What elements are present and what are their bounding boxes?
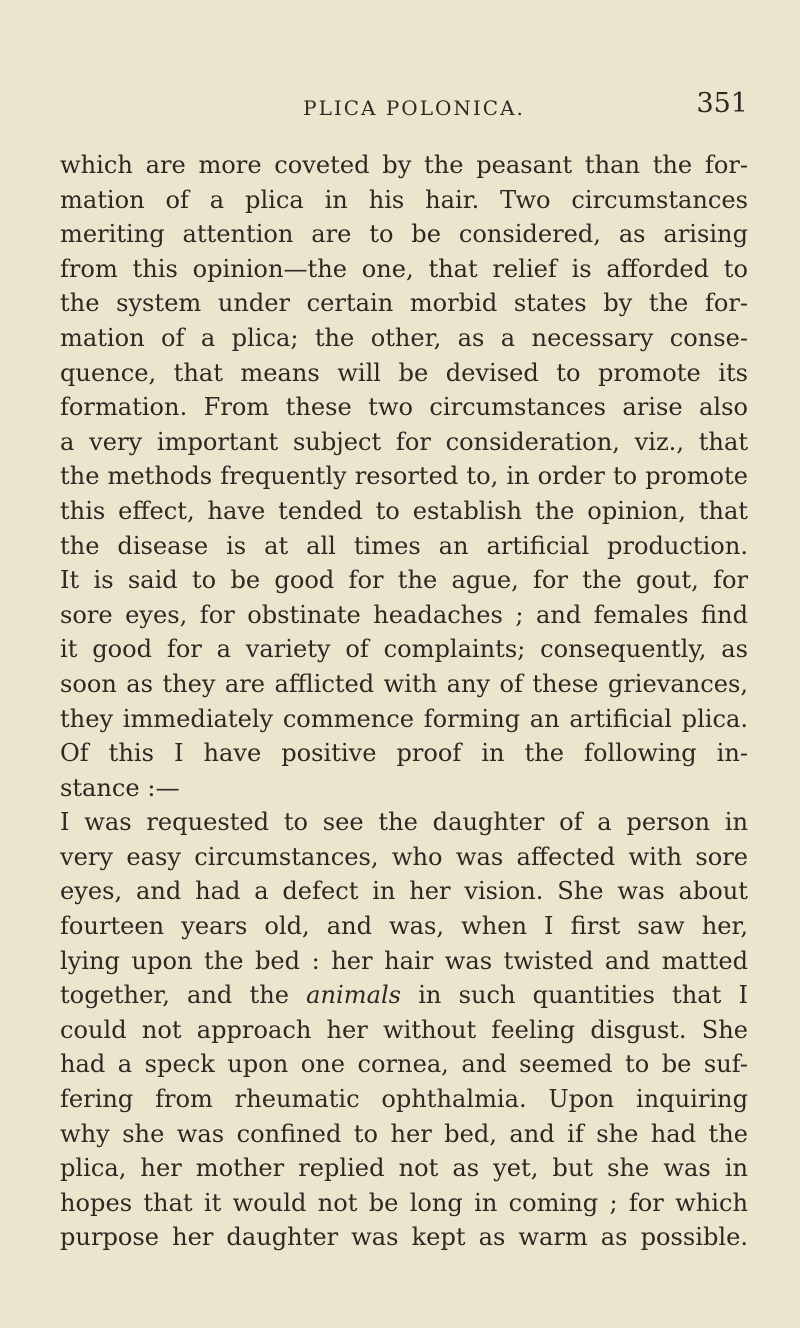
text-line: quence, that means will be devised to promote its — [60, 358, 748, 387]
page-number: 351 — [696, 88, 748, 119]
text-line: hopes that it would not be long in coming ; for which — [60, 1188, 748, 1217]
text-line: fourteen years old, and was, when I first saw her, — [60, 912, 748, 941]
text-line: it good for a variety of complaints; consequently, as — [60, 635, 748, 664]
text-line: had a speck upon one cornea, and seemed to be suf- — [60, 1050, 748, 1079]
text-line: a very important subject for consideration, viz., that — [60, 427, 748, 456]
text-line-with-italic — [60, 978, 748, 1013]
text-line: lying upon the bed : her hair was twisted and matted — [60, 946, 748, 975]
text-line: I was requested to see the daughter of a person in — [60, 808, 748, 837]
text-line: mation of a plica in his hair. Two circumstances — [60, 185, 748, 214]
text-line: It is said to be good for the ague, for the gout, for — [60, 566, 748, 595]
text-line: which are more coveted by the peasant than the for- — [60, 151, 748, 179]
text-line: why she was confined to her bed, and if she had the — [60, 1119, 748, 1148]
text-line: this effect, have tended to establish the opinion, that — [60, 496, 748, 525]
text-line: fering from rheumatic ophthalmia. Upon inquiring — [60, 1085, 748, 1114]
text-line: could not approach her without feeling disgust. She — [60, 1015, 748, 1044]
italic-word: animals — [306, 981, 402, 1010]
running-title: PLICA POLONICA. — [303, 96, 525, 120]
text-line: plica, her mother replied not as yet, but she was in — [60, 1154, 748, 1183]
text-line: mation of a plica; the other, as a necessary conse- — [60, 323, 748, 352]
text-line: soon as they are afflicted with any of these grievances, — [60, 669, 748, 698]
text-line: meriting attention are to be considered, as arising — [60, 220, 748, 249]
text-segment: together, and the — [60, 981, 307, 1010]
body-text — [60, 148, 748, 1255]
text-line: the methods frequently resorted to, in order to promote — [60, 462, 748, 491]
text-line: Of this I have positive proof in the following in- — [60, 739, 748, 768]
text-line: stance :— — [60, 773, 180, 802]
page-header — [80, 88, 748, 128]
text-line: they immediately commence forming an artificial plica. — [60, 704, 748, 733]
text-line: the disease is at all times an artificial production. — [60, 531, 748, 560]
text-line: purpose her daughter was kept as warm as possible. — [60, 1223, 748, 1252]
text-line: the system under certain morbid states by the for- — [60, 289, 748, 318]
text-line: formation. From these two circumstances arise also — [60, 393, 748, 422]
text-line: eyes, and had a defect in her vision. She was about — [60, 877, 748, 906]
text-line: very easy circumstances, who was affected with sore — [60, 842, 748, 871]
text-segment: in such quantities that I — [401, 981, 748, 1010]
text-line: sore eyes, for obstinate headaches ; and females find — [60, 600, 748, 629]
text-line: from this opinion—the one, that relief is afforded to — [60, 254, 748, 283]
